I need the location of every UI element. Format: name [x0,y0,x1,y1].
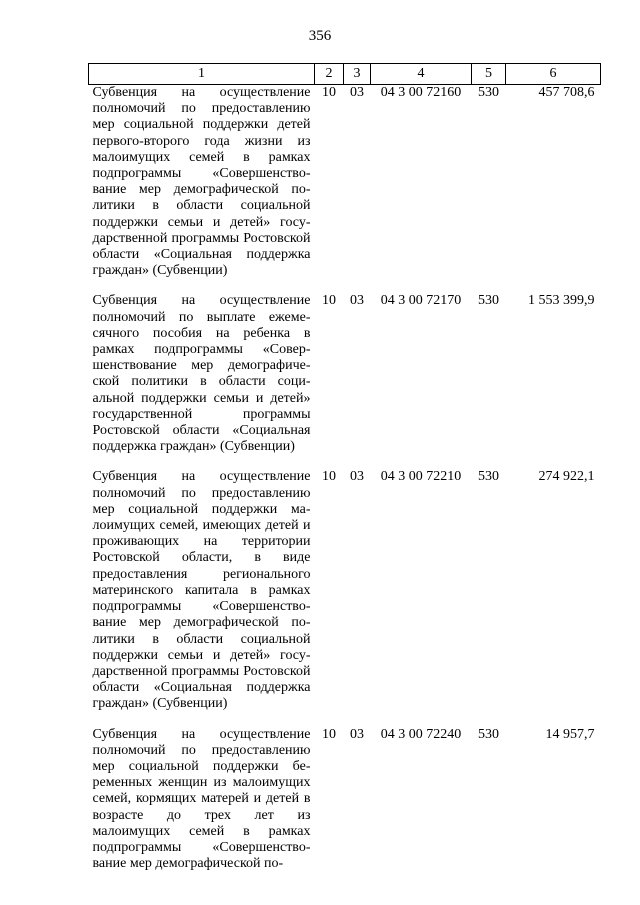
row-target-article: 04 3 00 72210 [380,469,462,485]
header-col-2: 2 [315,64,344,85]
row-name: Субвенция на осуществление полномочий по предоставлению мер социальной поддержки детей первого-второго года жизни из малоимущих семей в рамках подпрограммы «Совершенствование мер демографической политики в области социальной поддержки семьи и детей» государственной программы Ростовской области «Социальная поддержка граждан» (Субвенции) [92,85,311,279]
row-amount: 274 922,1 [538,469,595,485]
row-section: 10 [322,469,336,485]
table-row [89,293,601,469]
row-subsection: 03 [350,293,364,309]
budget-table [88,63,601,886]
header-col-4: 4 [371,64,472,85]
row-target-article: 04 3 00 72240 [380,726,462,742]
row-amount: 457 708,6 [538,85,595,100]
table-row [89,85,601,294]
row-name: Субвенция на осуществление полномочий по предоставлению мер социальной поддержки беременных женщин из малоимущих семей, кормящих матерей и детей в возрасте до трех лет из малоимущих семей в рамках подпрограммы «Совершенствование мер демографической по- [92,726,311,872]
table-header-row [89,64,601,85]
table-row [89,469,601,726]
header-col-5: 5 [472,64,506,85]
header-col-3: 3 [344,64,371,85]
row-expense-type: 530 [478,293,499,309]
row-expense-type: 530 [478,85,499,100]
row-name: Субвенция на осуществление полномочий по предоставлению мер социальной поддержки малоимущих семей, имеющих детей и проживающих на территории Ростовской области, в виде предоставления регионального материнского капитала в рамках подпрограммы «Совершенствование мер демографической политики в области социальной поддержки семьи и детей» государственной программы Ростовской области «Социальная поддержка граждан» (Субвенции) [92,469,311,712]
row-name: Субвенция на осуществление полномочий по выплате ежемесячного пособия на ребенка в рамках подпрограммы «Совершенствование мер демографической политики в области социальной поддержки семьи и детей» государственной программы Ростовской области «Социальная поддержка граждан» (Субвенции) [92,293,311,455]
header-col-6: 6 [506,64,601,85]
table-row [89,727,601,887]
row-target-article: 04 3 00 72160 [380,85,462,100]
row-section: 10 [322,726,336,742]
header-col-1: 1 [89,64,315,85]
page-number: 356 [308,28,332,44]
row-subsection: 03 [350,726,364,742]
row-amount: 1 553 399,9 [528,293,595,309]
row-subsection: 03 [350,469,364,485]
row-section: 10 [322,293,336,309]
row-subsection: 03 [350,85,364,100]
row-expense-type: 530 [478,726,499,742]
row-target-article: 04 3 00 72170 [380,293,462,309]
row-amount: 14 957,7 [545,726,595,742]
row-expense-type: 530 [478,469,499,485]
row-section: 10 [322,85,336,100]
